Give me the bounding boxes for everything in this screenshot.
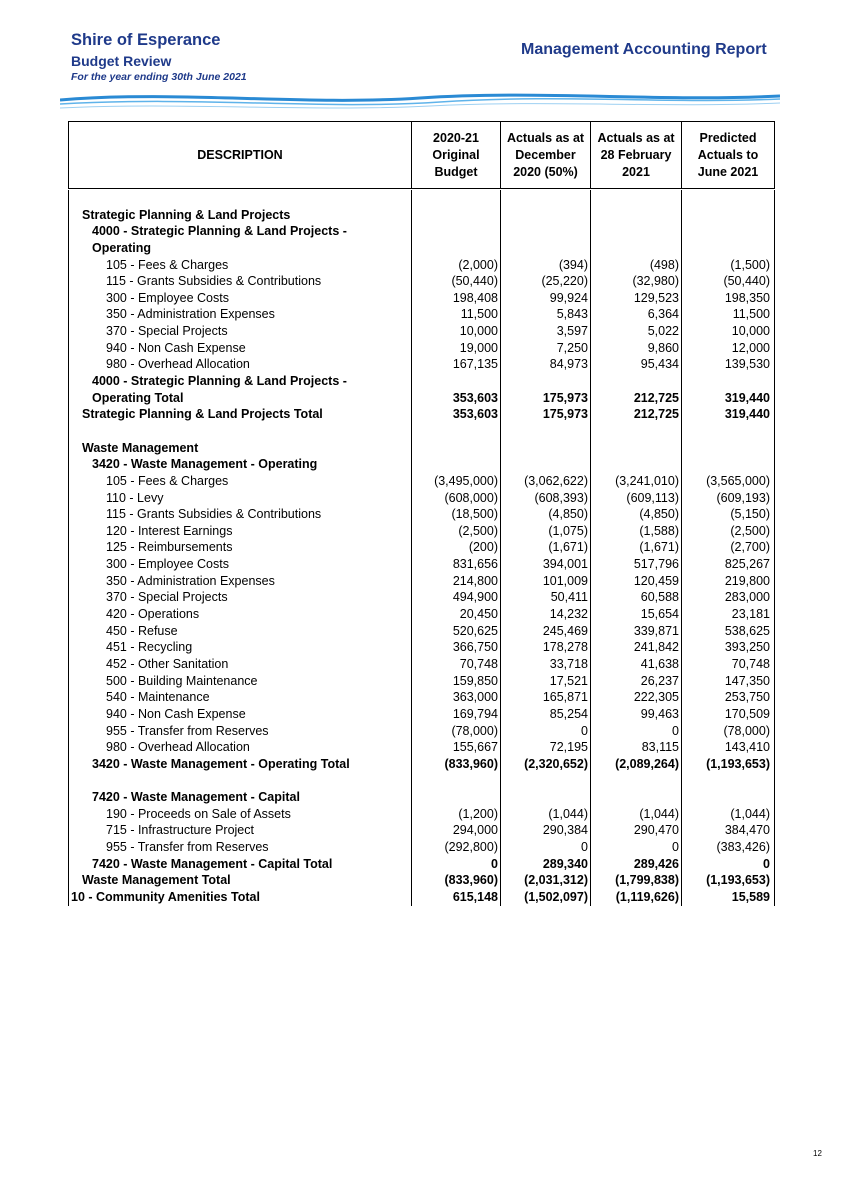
table-row [69,639,774,656]
predicted-cell: 12,000 [681,340,772,357]
original-budget-cell [411,223,500,240]
actuals-december-cell: 289,340 [500,856,590,873]
section-heading-row [69,373,774,390]
row-description: 125 - Reimbursements [106,540,233,555]
original-budget-cell [411,423,500,440]
actuals-december-cell [500,772,590,789]
report-subtitle: Budget Review [71,53,172,69]
section-heading-row [69,223,774,240]
actuals-december-cell: 5,843 [500,306,590,323]
actuals-december-cell: 72,195 [500,739,590,756]
predicted-cell: (1,044) [681,806,772,823]
predicted-cell: 253,750 [681,689,772,706]
row-description: 940 - Non Cash Expense [106,706,246,721]
total-row [69,406,774,423]
table-row [69,257,774,274]
original-budget-cell: 198,408 [411,290,500,307]
row-description: Waste Management Total [82,873,231,888]
original-budget-cell [411,240,500,257]
table-row [69,623,774,640]
actuals-february-cell: (498) [590,257,681,274]
predicted-cell: 319,440 [681,390,772,407]
actuals-february-cell: 129,523 [590,290,681,307]
actuals-february-cell: (609,113) [590,490,681,507]
original-budget-cell: 353,603 [411,390,500,407]
predicted-cell: (2,500) [681,523,772,540]
table-row [69,290,774,307]
row-description: 940 - Non Cash Expense [106,340,246,355]
predicted-cell: 825,267 [681,556,772,573]
predicted-cell: 393,250 [681,639,772,656]
predicted-cell: 384,470 [681,822,772,839]
original-budget-cell: (18,500) [411,506,500,523]
actuals-february-cell: 241,842 [590,639,681,656]
row-description: Operating Total [92,390,184,405]
row-description: 370 - Special Projects [106,324,228,339]
actuals-february-cell: 517,796 [590,556,681,573]
blank-row [69,772,774,789]
blank-row [69,423,774,440]
original-budget-cell: 169,794 [411,706,500,723]
original-budget-cell: 353,603 [411,406,500,423]
predicted-cell [681,423,772,440]
row-description: 105 - Fees & Charges [106,257,229,272]
predicted-cell: 0 [681,856,772,873]
predicted-cell: (1,500) [681,257,772,274]
report-title: Management Accounting Report [521,41,767,58]
actuals-december-cell [500,789,590,806]
actuals-december-cell: (1,502,097) [500,889,590,906]
row-description: 110 - Levy [106,490,164,505]
actuals-february-cell: 339,871 [590,623,681,640]
original-budget-cell: 159,850 [411,673,500,690]
column-header-original-budget: 2020-21 Original Budget [411,122,500,188]
row-description: 10 - Community Amenities Total [71,889,260,904]
row-description: 500 - Building Maintenance [106,673,258,688]
original-budget-cell [411,456,500,473]
row-description [69,190,411,207]
total-row [69,872,774,889]
original-budget-cell: (292,800) [411,839,500,856]
table-row [69,539,774,556]
row-description: 420 - Operations [106,607,200,622]
actuals-february-cell: 9,860 [590,340,681,357]
actuals-february-cell: (2,089,264) [590,756,681,773]
table-row [69,306,774,323]
predicted-cell [681,207,772,224]
actuals-december-cell [500,423,590,440]
original-budget-cell: (833,960) [411,756,500,773]
original-budget-cell: (2,500) [411,523,500,540]
actuals-february-cell [590,456,681,473]
actuals-december-cell: (4,850) [500,506,590,523]
original-budget-cell [411,207,500,224]
row-description: 350 - Administration Expenses [106,307,275,322]
predicted-cell: (1,193,653) [681,756,772,773]
row-description: Strategic Planning & Land Projects [82,207,291,222]
original-budget-cell: (1,200) [411,806,500,823]
actuals-february-cell: 120,459 [590,573,681,590]
original-budget-cell: (78,000) [411,723,500,740]
table-row [69,506,774,523]
original-budget-cell: 19,000 [411,340,500,357]
actuals-february-cell [590,373,681,390]
actuals-february-cell [590,440,681,457]
actuals-february-cell: (1,671) [590,539,681,556]
row-description: 190 - Proceeds on Sale of Assets [106,806,291,821]
original-budget-cell: (50,440) [411,273,500,290]
actuals-february-cell [590,223,681,240]
row-description: Operating [92,240,152,255]
actuals-february-cell: (4,850) [590,506,681,523]
actuals-december-cell: (2,031,312) [500,872,590,889]
original-budget-cell: (608,000) [411,490,500,507]
actuals-february-cell [590,190,681,207]
actuals-december-cell: 290,384 [500,822,590,839]
predicted-cell: 170,509 [681,706,772,723]
row-description [69,423,411,440]
actuals-february-cell: (1,119,626) [590,889,681,906]
actuals-december-cell [500,207,590,224]
original-budget-cell: (200) [411,539,500,556]
predicted-cell: (1,193,653) [681,872,772,889]
actuals-february-cell: 41,638 [590,656,681,673]
actuals-february-cell: 60,588 [590,589,681,606]
actuals-february-cell [590,772,681,789]
table-row [69,656,774,673]
row-description: 980 - Overhead Allocation [106,740,250,755]
actuals-february-cell: (3,241,010) [590,473,681,490]
original-budget-cell: 70,748 [411,656,500,673]
row-description: 300 - Employee Costs [106,290,229,305]
original-budget-cell: 366,750 [411,639,500,656]
row-description: 451 - Recycling [106,640,193,655]
predicted-cell [681,373,772,390]
predicted-cell: 11,500 [681,306,772,323]
total-row [69,756,774,773]
total-row [69,856,774,873]
row-description: 115 - Grants Subsidies & Contributions [106,507,322,522]
actuals-december-cell: 84,973 [500,356,590,373]
row-description: Strategic Planning & Land Projects Total [82,407,323,422]
original-budget-cell: 363,000 [411,689,500,706]
actuals-february-cell: 6,364 [590,306,681,323]
section-heading-row [69,456,774,473]
column-header-actuals-december: Actuals as at December 2020 (50%) [500,122,590,188]
row-description: 715 - Infrastructure Project [106,823,254,838]
table-row [69,706,774,723]
predicted-cell: (383,426) [681,839,772,856]
table-row [69,473,774,490]
predicted-cell: 219,800 [681,573,772,590]
original-budget-cell [411,789,500,806]
organisation-name: Shire of Esperance [71,31,221,49]
predicted-cell: 70,748 [681,656,772,673]
table-row [69,273,774,290]
table-row [69,490,774,507]
actuals-december-cell: (25,220) [500,273,590,290]
actuals-december-cell: 17,521 [500,673,590,690]
predicted-cell: 198,350 [681,290,772,307]
predicted-cell [681,223,772,240]
row-description: 7420 - Waste Management - Capital Total [92,856,333,871]
actuals-february-cell: 95,434 [590,356,681,373]
report-period: For the year ending 30th June 2021 [71,71,247,83]
original-budget-cell [411,373,500,390]
row-description: 955 - Transfer from Reserves [106,723,269,738]
table-row [69,573,774,590]
row-description: 450 - Refuse [106,623,178,638]
actuals-february-cell: 83,115 [590,739,681,756]
column-header-description: DESCRIPTION [197,147,283,162]
predicted-cell: (2,700) [681,539,772,556]
predicted-cell [681,240,772,257]
actuals-february-cell: 290,470 [590,822,681,839]
actuals-february-cell: (32,980) [590,273,681,290]
column-header-actuals-february: Actuals as at 28 February 2021 [590,122,681,188]
actuals-december-cell [500,440,590,457]
section-heading-row [69,789,774,806]
actuals-december-cell: 175,973 [500,406,590,423]
row-description: 115 - Grants Subsidies & Contributions [106,274,322,289]
original-budget-cell: 294,000 [411,822,500,839]
predicted-cell: 319,440 [681,406,772,423]
actuals-february-cell [590,240,681,257]
actuals-december-cell: 7,250 [500,340,590,357]
actuals-december-cell: 175,973 [500,390,590,407]
table-row [69,323,774,340]
actuals-december-cell: (394) [500,257,590,274]
original-budget-cell: 831,656 [411,556,500,573]
row-description [69,772,411,789]
actuals-february-cell: 222,305 [590,689,681,706]
actuals-december-cell: 50,411 [500,589,590,606]
predicted-cell: 283,000 [681,589,772,606]
total-row [69,390,774,407]
table-row [69,739,774,756]
row-description: 4000 - Strategic Planning & Land Projects - [92,224,347,239]
section-heading-row [69,240,774,257]
section-heading-row [69,207,774,224]
actuals-december-cell: 245,469 [500,623,590,640]
predicted-cell: 23,181 [681,606,772,623]
predicted-cell: (3,565,000) [681,473,772,490]
row-description: 7420 - Waste Management - Capital [92,790,300,805]
table-header [68,121,775,189]
actuals-december-cell [500,190,590,207]
budget-table-body [68,190,775,906]
actuals-february-cell: 212,725 [590,406,681,423]
predicted-cell: (50,440) [681,273,772,290]
original-budget-cell: 167,135 [411,356,500,373]
original-budget-cell: 10,000 [411,323,500,340]
actuals-december-cell: 101,009 [500,573,590,590]
blank-row [69,190,774,207]
actuals-february-cell: 212,725 [590,390,681,407]
original-budget-cell: 520,625 [411,623,500,640]
row-description: 105 - Fees & Charges [106,473,229,488]
actuals-december-cell: (3,062,622) [500,473,590,490]
predicted-cell: 143,410 [681,739,772,756]
original-budget-cell: (2,000) [411,257,500,274]
row-description: 350 - Administration Expenses [106,573,275,588]
original-budget-cell: 615,148 [411,889,500,906]
original-budget-cell [411,772,500,789]
actuals-december-cell: (608,393) [500,490,590,507]
actuals-december-cell: 394,001 [500,556,590,573]
actuals-february-cell: 99,463 [590,706,681,723]
actuals-december-cell [500,456,590,473]
original-budget-cell: 11,500 [411,306,500,323]
row-description: 3420 - Waste Management - Operating Total [92,756,350,771]
predicted-cell: 538,625 [681,623,772,640]
row-description: Waste Management [82,440,199,455]
page-number: 12 [813,1149,822,1158]
actuals-february-cell [590,207,681,224]
predicted-cell: (78,000) [681,723,772,740]
actuals-december-cell: 14,232 [500,606,590,623]
row-description: 300 - Employee Costs [106,557,229,572]
predicted-cell: 15,589 [681,889,772,906]
table-row [69,356,774,373]
original-budget-cell: 214,800 [411,573,500,590]
table-row [69,340,774,357]
original-budget-cell: 0 [411,856,500,873]
predicted-cell [681,190,772,207]
predicted-cell [681,456,772,473]
actuals-december-cell: 178,278 [500,639,590,656]
table-row [69,589,774,606]
actuals-february-cell: 15,654 [590,606,681,623]
row-description: 452 - Other Sanitation [106,656,229,671]
row-description: 120 - Interest Earnings [106,523,233,538]
total-row [69,889,774,906]
actuals-december-cell: 0 [500,723,590,740]
predicted-cell: 139,530 [681,356,772,373]
actuals-december-cell: (1,044) [500,806,590,823]
original-budget-cell: 494,900 [411,589,500,606]
actuals-february-cell: 5,022 [590,323,681,340]
predicted-cell [681,789,772,806]
actuals-december-cell: 3,597 [500,323,590,340]
predicted-cell: (609,193) [681,490,772,507]
table-row [69,606,774,623]
actuals-february-cell: 0 [590,723,681,740]
table-row [69,839,774,856]
actuals-december-cell: (1,075) [500,523,590,540]
column-header-predicted: Predicted Actuals to June 2021 [681,122,774,188]
actuals-december-cell: 0 [500,839,590,856]
original-budget-cell: (3,495,000) [411,473,500,490]
original-budget-cell: 20,450 [411,606,500,623]
actuals-december-cell [500,373,590,390]
actuals-december-cell: 33,718 [500,656,590,673]
actuals-february-cell: 289,426 [590,856,681,873]
actuals-december-cell [500,223,590,240]
decorative-wave-divider [60,86,780,116]
actuals-february-cell: 0 [590,839,681,856]
original-budget-cell [411,440,500,457]
predicted-cell: (5,150) [681,506,772,523]
actuals-december-cell: 99,924 [500,290,590,307]
original-budget-cell: 155,667 [411,739,500,756]
table-row [69,523,774,540]
row-description: 980 - Overhead Allocation [106,357,250,372]
actuals-february-cell: (1,044) [590,806,681,823]
row-description: 540 - Maintenance [106,690,210,705]
actuals-february-cell [590,789,681,806]
actuals-december-cell: (2,320,652) [500,756,590,773]
original-budget-cell [411,190,500,207]
actuals-december-cell: (1,671) [500,539,590,556]
row-description: 3420 - Waste Management - Operating [92,457,318,472]
actuals-december-cell: 85,254 [500,706,590,723]
table-row [69,723,774,740]
actuals-december-cell: 165,871 [500,689,590,706]
table-row [69,673,774,690]
row-description: 955 - Transfer from Reserves [106,839,269,854]
table-row [69,689,774,706]
predicted-cell [681,772,772,789]
predicted-cell: 147,350 [681,673,772,690]
actuals-february-cell: 26,237 [590,673,681,690]
actuals-february-cell: (1,588) [590,523,681,540]
predicted-cell [681,440,772,457]
table-row [69,822,774,839]
original-budget-cell: (833,960) [411,872,500,889]
actuals-december-cell [500,240,590,257]
predicted-cell: 10,000 [681,323,772,340]
actuals-february-cell: (1,799,838) [590,872,681,889]
actuals-february-cell [590,423,681,440]
row-description: 4000 - Strategic Planning & Land Projects - [92,374,347,389]
section-heading-row [69,440,774,457]
table-row [69,556,774,573]
row-description: 370 - Special Projects [106,590,228,605]
table-row [69,806,774,823]
